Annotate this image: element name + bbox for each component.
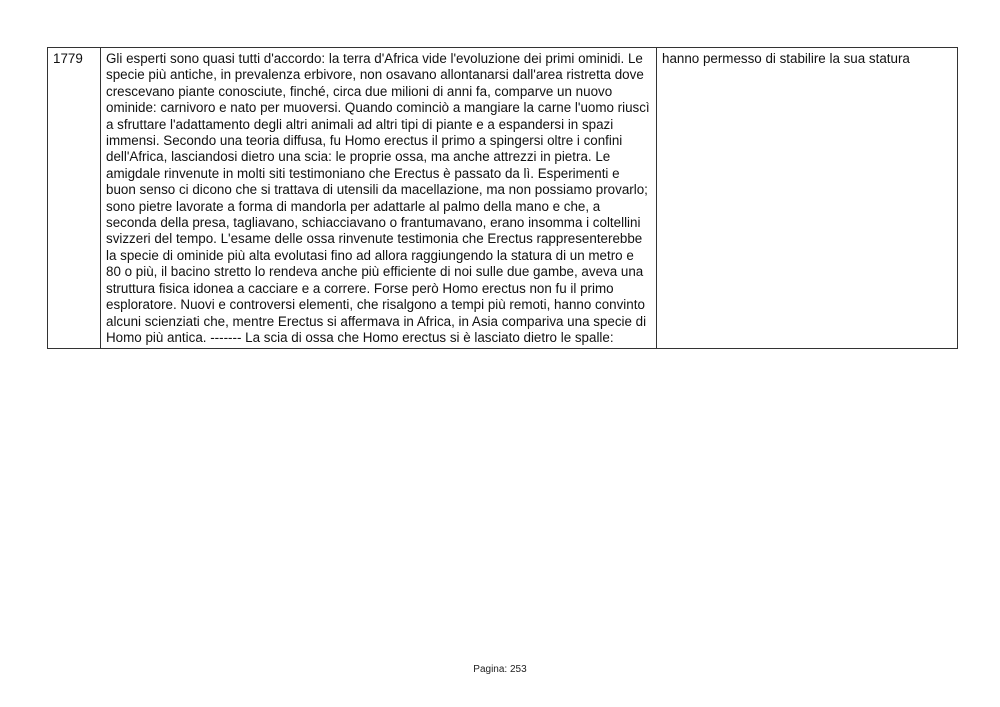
table-row	[48, 48, 958, 349]
document-table	[47, 47, 958, 349]
row-id-cell: 1779	[48, 48, 101, 349]
row-note-cell: hanno permesso di stabilire la sua statura	[657, 48, 958, 349]
page-number: Pagina: 253	[473, 664, 527, 675]
row-text-cell: Gli esperti sono quasi tutti d'accordo: la terra d'Africa vide l'evoluzione dei primi ominidi. Le specie più antiche, in prevalenza erbivore, non osavano allontanarsi dall'area ristretta dove crescevano piante conosciute, finché, circa due milioni di anni fa, comparve un nuovo ominide: carnivoro e nato per muoversi. Quando cominciò a mangiare la carne l'uomo riuscì a sfruttare l'adattamento degli altri animali ad altri tipi di piante e a espandersi in spazi immensi. Secondo una teoria diffusa, fu Homo erectus il primo a spingersi oltre i confini dell'Africa, lasciandosi dietro una scia: le proprie ossa, ma anche attrezzi in pietra. Le amigdale rinvenute in molti siti testimoniano che Erectus è passato da lì. Esperimenti e buon senso ci dicono che si trattava di utensili da macellazione, ma non possiamo provarlo; sono pietre lavorate a forma di mandorla per adattarle al palmo della mano e che, a seconda della presa, tagliavano, schiacciavano o frantumavano, erano insomma i coltellini svizzeri del tempo. L'esame delle ossa rinvenute testimonia che Erectus rappresenterebbe la specie di ominide più alta evolutasi fino ad allora raggiungendo la statura di un metro e 80 o più, il bacino stretto lo rendeva anche più efficiente di noi sulle due gambe, aveva una struttura fisica idonea a cacciare e a correre. Forse però Homo erectus non fu il primo esploratore. Nuovi e controversi elementi, che risalgono a tempi più remoti, hanno convinto alcuni scienziati che, mentre Erectus si affermava in Africa, in Asia compariva una specie di Homo più antica. ------- La scia di ossa che Homo erectus si è lasciato dietro le spalle:	[101, 48, 657, 349]
